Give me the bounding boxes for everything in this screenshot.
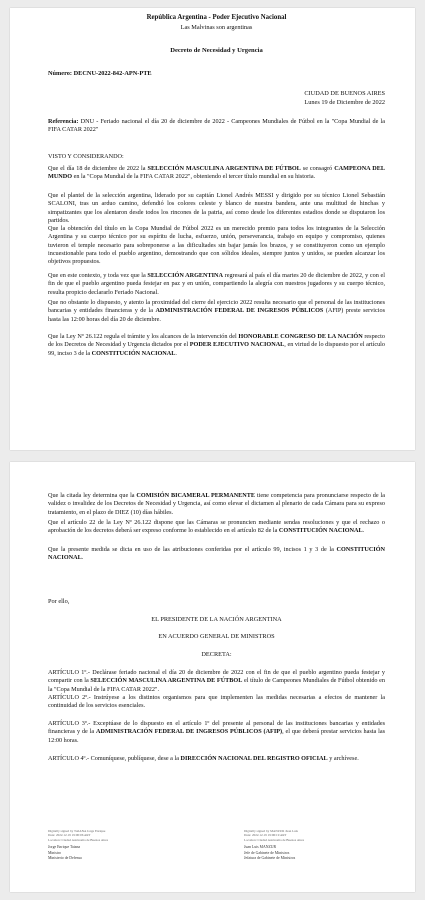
signer-role: Jefe de Gabinete de Ministros xyxy=(244,850,290,855)
signer-dept: Jefatura de Gabinete de Ministros xyxy=(244,855,296,860)
article-3: ARTÍCULO 3º.- Exceptúase de lo dispuesto en el artículo 1º del presente al personal de las instituciones bancarias y entidades financieras y de la ADMINISTRACIÓN FEDERAL DE INGRESOS PÚBLICOS (AFIP), el que deberá prestar servicios hasta las 12:00 horas. xyxy=(48,720,385,744)
signer-name: Jorge Enrique Taiana xyxy=(48,845,81,850)
number-label: Número: xyxy=(48,70,73,77)
paragraph: Que el día 18 de diciembre de 2022 la SELECCIÓN MASCULINA ARGENTINA DE FÚTBOL se consagró CAMPEONA DEL MUNDO en la "Copa Mundial de la FIFA CATAR 2022", obteniendo el tercer título mundial en su historia. xyxy=(48,165,386,181)
signature-meta: Location: Ciudad Autónoma de Buenos Aires xyxy=(48,837,108,842)
signer-role: Ministro xyxy=(48,850,62,855)
header-subtitle: Las Malvinas son argentinas xyxy=(180,24,253,31)
reference xyxy=(48,118,385,135)
por-ello: Por ello, xyxy=(48,598,70,605)
paragraph: Que la Ley Nº 26.122 regula el trámite y los alcances de la intervención del HONORABLE CONGRESO DE LA NACIÓN respecto de los Decretos de Necesidad y Urgencia dictados por el PODER EJECUTIVO NACIONAL, en virtud de lo dispuesto por el artículo 99, inciso 3 de la CONSTITUCIÓN NACIONAL. xyxy=(48,333,385,357)
reference-label: Referencia: xyxy=(48,118,79,125)
article-4: ARTÍCULO 4º.- Comuníquese, publíquese, dese a la DIRECCIÓN NACIONAL DEL REGISTRO OFICIAL y archívese. xyxy=(48,755,359,762)
city: CIUDAD DE BUENOS AIRES xyxy=(304,90,385,97)
signer-dept: Ministerio de Defensa xyxy=(48,855,82,860)
decreta-heading: DECRETA: xyxy=(201,651,232,658)
document-page-1 xyxy=(10,8,415,450)
date: Lunes 19 de Diciembre de 2022 xyxy=(304,99,385,106)
paragraph: Que la citada ley determina que la COMISIÓN BICAMERAL PERMANENTE tiene competencia para pronunciarse respecto de la validez o invalidez de los Decretos de Necesidad y Urgencia, así como elevar el dictamen al plenario de cada Cámara para su expreso tratamiento, en el plazo de DIEZ (10) días hábiles. xyxy=(48,492,385,516)
president-heading: EL PRESIDENTE DE LA NACIÓN ARGENTINA xyxy=(151,616,282,623)
header-title: República Argentina - Poder Ejecutivo Nacional xyxy=(146,14,287,21)
signature-meta: Location: Ciudad Autónoma de Buenos Aires xyxy=(244,837,304,842)
signature-meta: Date: 2022.12.19 19:06:19 ART xyxy=(244,833,287,838)
paragraph: Que no obstante lo dispuesto, y atento la proximidad del cierre del ejercicio 2022 resulta necesario que el personal de las instituciones bancarias y entidades financieras y de la ADMINISTRACIÓN FEDERAL DE INGRESOS PÚBLICOS (AFIP) preste servicios hasta las 12:00 horas del día 20 de diciembre. xyxy=(48,299,385,323)
signature-meta: Digitally signed by TAIANA Jorge Enrique xyxy=(48,829,106,833)
article-2: ARTÍCULO 2º.- Instrúyese a los distintos organismos para que implementen las medidas necesarias a efectos de mantener la continuidad de los servicios esenciales. xyxy=(48,694,385,710)
reference-text: DNU - Feriado nacional el día 20 de diciembre de 2022 - Campeones Mundiales de Fútbol en la "Copa Mundial de la FIFA CATAR 2022" xyxy=(48,118,386,134)
signature-block-right xyxy=(244,829,304,861)
paragraph: Que el artículo 22 de la Ley Nº 26.122 dispone que las Cámaras se pronuncien mediante sendas resoluciones y que el rechazo o aprobación de los decretos deberá ser expreso conforme lo establecido en el artículo 82 de la CONSTITUCIÓN NACIONAL. xyxy=(48,519,385,535)
acuerdo-heading: EN ACUERDO GENERAL DE MINISTROS xyxy=(158,633,275,640)
signature-meta: Digitally signed by MANZUR Juan Luis xyxy=(244,829,298,833)
paragraph: Que en este contexto, y toda vez que la SELECCIÓN ARGENTINA regresará al país el día martes 20 de diciembre de 2022, y con el fin de que el pueblo argentino pueda festejar en paz y en unión, compartiendo la alegría con nuestros jugadores y su cuerpo técnico, resulta propicio declararlo Feriado Nacional. xyxy=(48,272,385,296)
signature-block-left xyxy=(48,829,108,861)
visto-heading: VISTO Y CONSIDERANDO: xyxy=(48,153,124,160)
document-type: Decreto de Necesidad y Urgencia xyxy=(170,47,263,54)
paragraph: Que la obtención del título en la Copa Mundial de Fútbol 2022 es un merecido premio para todos los integrantes de la Selección Argentina y su cuerpo técnico por su espíritu de lucha, esfuerzo, unión, perseverancia, trabajo en equipo y compromiso, quienes tuvieron el temple necesario para sobreponerse a las dificultades sin bajar jamás los brazos, y se constituyeron como un ejemplo incuestionable para todo el pueblo argentino, demostrando que con sólidos ideales, siempre juntos y unidos, se pueden alcanzar los objetivos propuestos. xyxy=(48,225,385,266)
paragraph: Que la presente medida se dicta en uso de las atribuciones conferidas por el artículo 99, incisos 1 y 3 de la CONSTITUCIÓN NACIONAL. xyxy=(48,546,385,562)
paragraph: Que el plantel de la selección argentina, liderado por su capitán Lionel Andrés MESSI y dirigido por su técnico Lionel Sebastián SCALONI, tras un arduo camino, defendió los colores celeste y blanco de nuestra bandera, ante una multitud de hinchas y simpatizantes que los alentaron desde todos los rincones de la patria, así como desde los diferentes estadios donde se disputaron los partidos. xyxy=(48,192,385,224)
signer-name: Juan Luis MANZUR xyxy=(244,845,277,850)
document-page-2 xyxy=(10,462,415,892)
signature-meta: Date: 2022.12.19 19:00:06 ART xyxy=(48,833,91,838)
document-number xyxy=(48,70,385,77)
number-value: DECNU-2022-842-APN-PTE xyxy=(73,70,152,77)
article-1: ARTÍCULO 1º.- Declárase feriado nacional el día 20 de diciembre de 2022 con el fin de que el pueblo argentino pueda festejar y compartir con la SELECCIÓN MASCULINA ARGENTINA DE FÚTBOL el título de Campeones Mundiales de Fútbol obtenido en la "Copa Mundial de la FIFA CATAR 2022". xyxy=(48,669,385,693)
